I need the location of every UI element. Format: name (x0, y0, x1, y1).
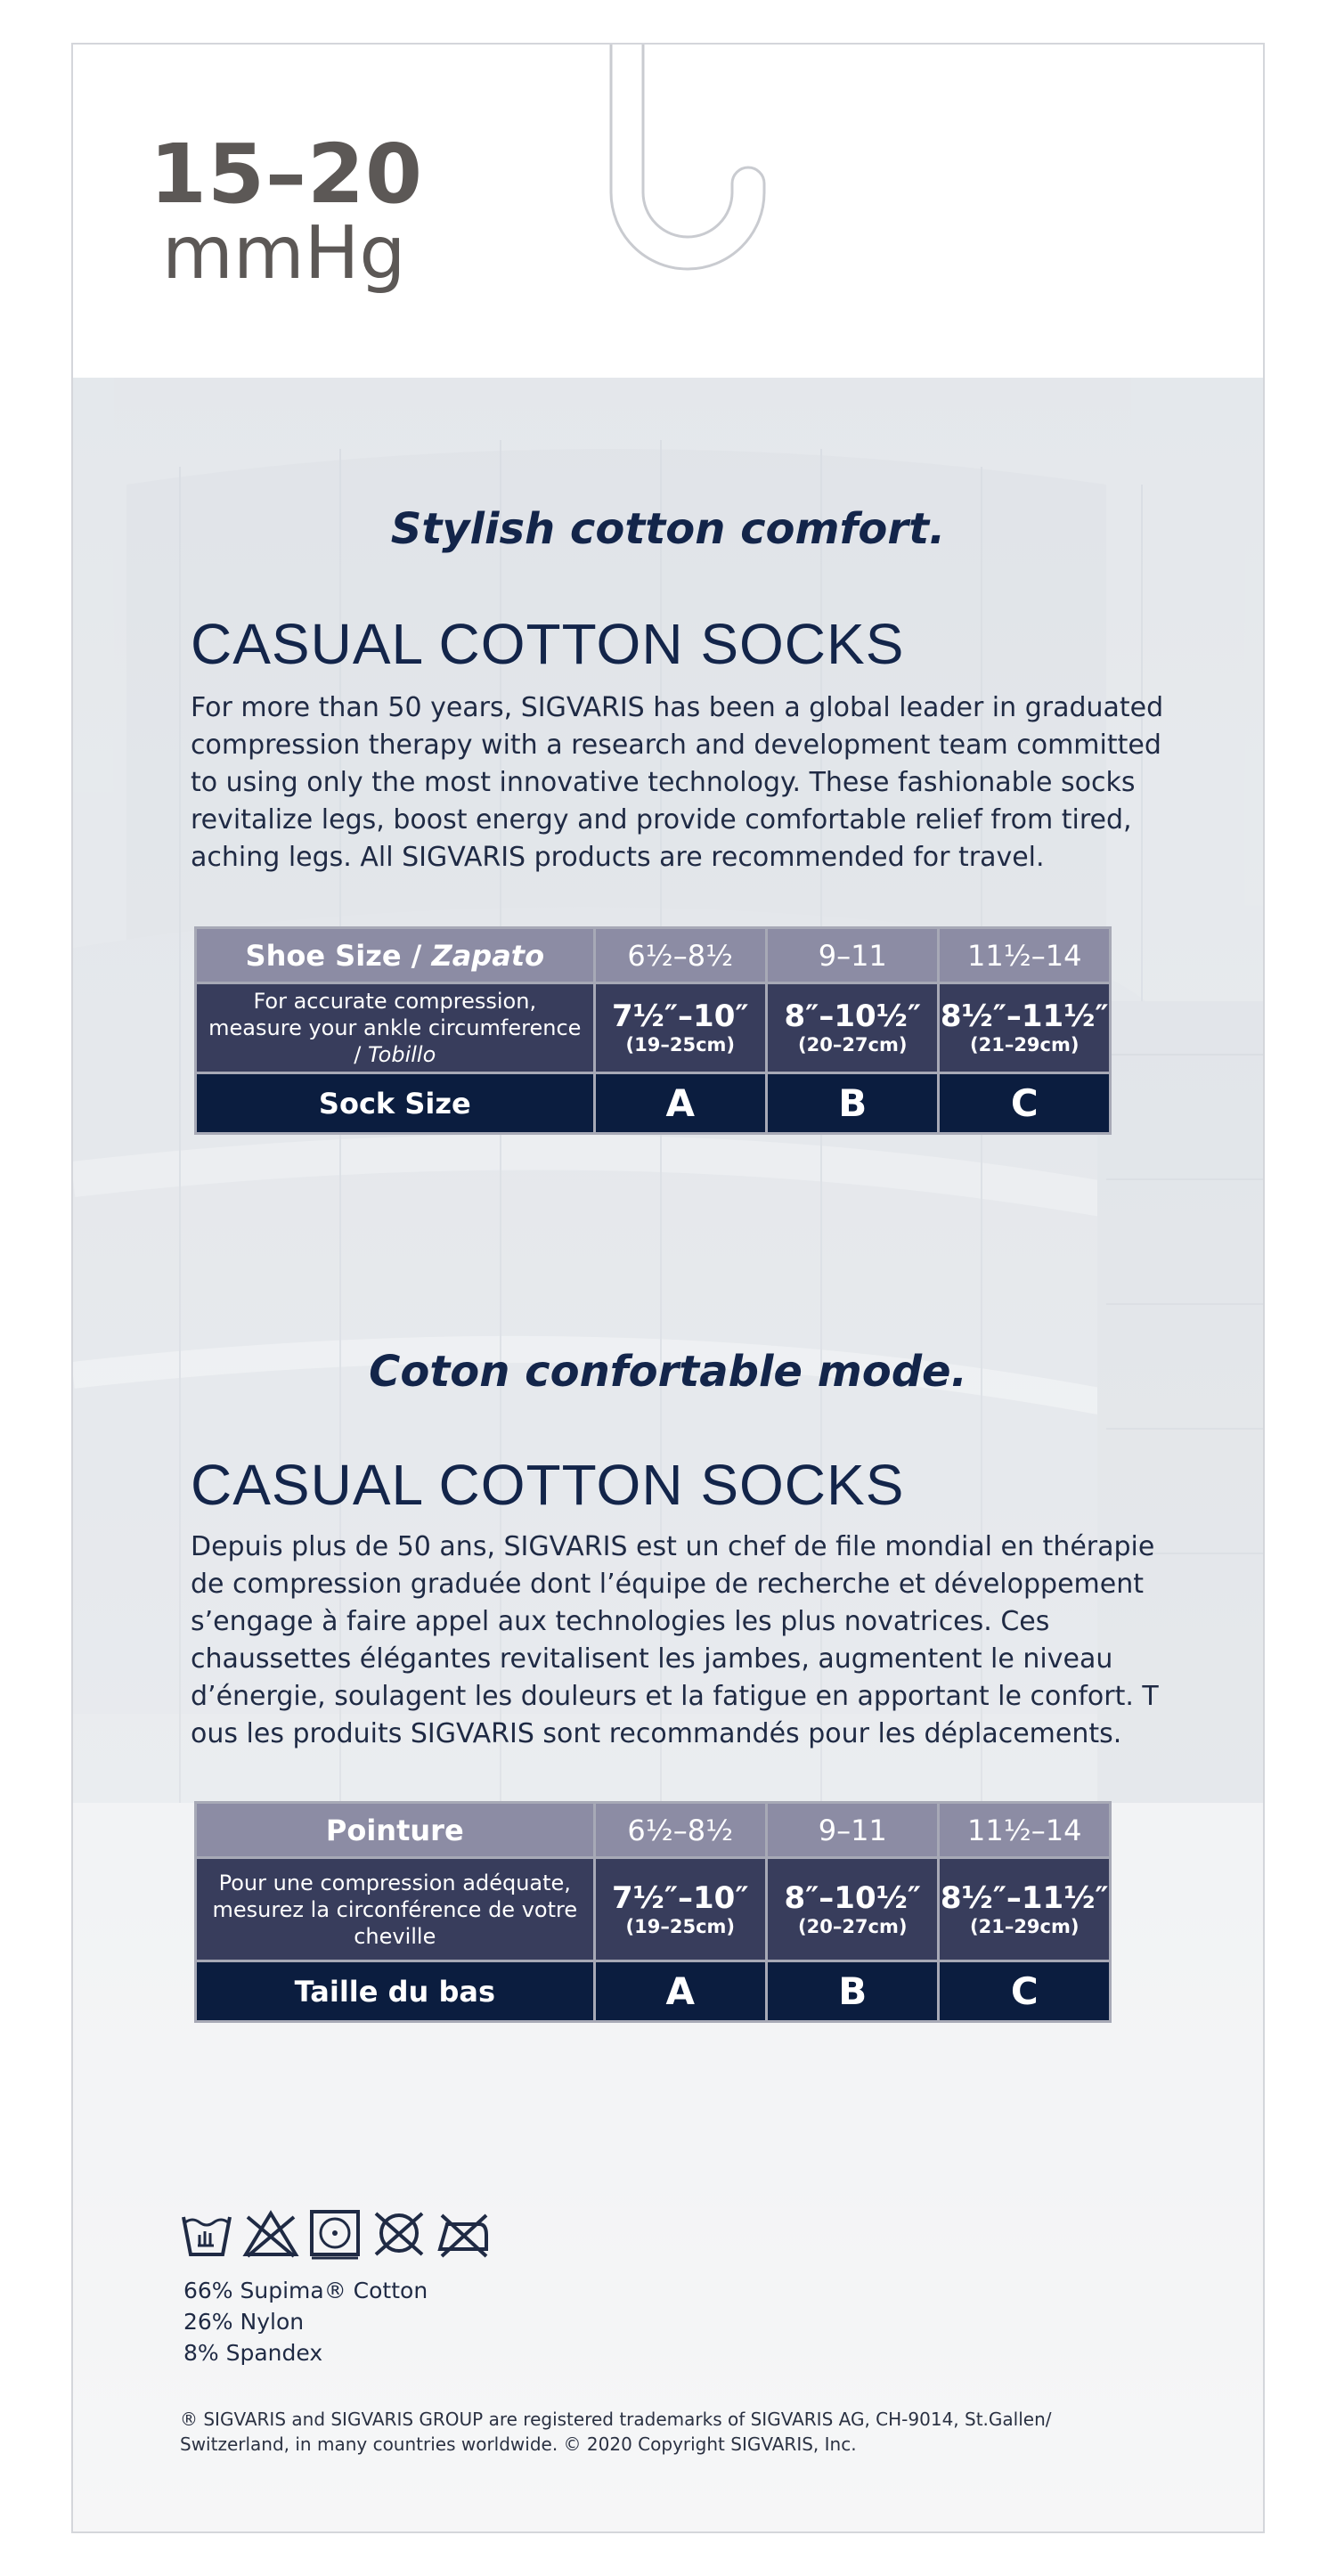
sock-size-cell: B (767, 1961, 939, 2022)
ankle-inches: 8½″–11½″ (940, 1879, 1109, 1916)
ankle-cm: (20–27cm) (798, 1915, 908, 1937)
shoe-size-row (196, 1803, 1111, 1858)
english-title: CASUAL COTTON SOCKS (191, 612, 905, 676)
ankle-inches: 8″–10½″ (784, 999, 922, 1034)
content (73, 45, 1263, 2531)
measure-note-text: For accurate compression, measure your ankle circumference / (208, 989, 582, 1067)
shoe-size-cell: 9–11 (767, 928, 939, 983)
ankle-cm: (20–27cm) (798, 1034, 908, 1056)
ankle-inches: 7½″–10″ (611, 1879, 749, 1916)
english-size-chart (194, 926, 1112, 1135)
french-tagline: Coton confortable mode. (369, 1347, 967, 1397)
shoe-size-label: Pointure (196, 1803, 595, 1858)
tumble-dry-low-icon (306, 2205, 363, 2262)
ankle-cm: (19–25cm) (625, 1034, 736, 1056)
package-card (71, 43, 1265, 2533)
composition-line: 26% Nylon (183, 2309, 305, 2335)
ankle-cm: (19–25cm) (625, 1915, 736, 1937)
shoe-size-label-text: Shoe Size / (245, 938, 432, 973)
ankle-cm: (21–29cm) (970, 1915, 1080, 1937)
composition-line: 8% Spandex (183, 2340, 323, 2366)
sock-size-row (196, 1961, 1111, 2022)
french-title: CASUAL COTTON SOCKS (191, 1453, 905, 1517)
composition-line: 66% Supima® Cotton (183, 2278, 428, 2303)
french-description: Depuis plus de 50 ans, SIGVARIS est un chef de file mondial en thérapie de compression graduée dont l’équipe de recherche et développement s’engage à faire appel aux technologies les plus novatrices. Ces chaussettes élégantes revitalisent les jambes, augmentent le niveau d’énergie, soulagent les douleurs et la fatigue en apportant le confort. T ous les produits SIGVARIS sont recommandés pour les déplacements. (191, 1531, 1159, 1749)
shoe-size-cell: 6½–8½ (594, 928, 766, 983)
measure-note-alt: Tobillo (367, 1042, 436, 1067)
ankle-row (196, 983, 1111, 1073)
sock-size-label: Taille du bas (196, 1961, 595, 2022)
measure-note (196, 983, 595, 1073)
no-dry-clean-icon (371, 2205, 428, 2262)
sock-size-label: Sock Size (196, 1073, 595, 1134)
shoe-size-cell: 11½–14 (939, 1803, 1111, 1858)
shoe-size-cell: 9–11 (767, 1803, 939, 1858)
sock-size-cell: C (939, 1073, 1111, 1134)
ankle-cell (767, 983, 939, 1073)
ankle-cell (939, 983, 1111, 1073)
ankle-cell (767, 1858, 939, 1961)
ankle-cell (939, 1858, 1111, 1961)
french-size-chart (194, 1801, 1112, 2023)
sock-size-cell: B (767, 1073, 939, 1134)
no-bleach-icon (242, 2205, 299, 2262)
sock-size-cell: C (939, 1961, 1111, 2022)
sock-size-row (196, 1073, 1111, 1134)
shoe-size-label-alt: Zapato (431, 938, 545, 973)
sock-size-cell: A (594, 1961, 766, 2022)
measure-note: Pour une compression adéquate, mesurez la circonférence de votre cheville (196, 1858, 595, 1961)
shoe-size-cell: 6½–8½ (594, 1803, 766, 1858)
ankle-inches: 7½″–10″ (612, 999, 749, 1034)
shoe-size-label (196, 928, 595, 983)
ankle-inches: 8½″–11½″ (940, 999, 1109, 1034)
ankle-cm: (21–29cm) (970, 1034, 1080, 1056)
pressure-range: 15–20 (150, 126, 424, 222)
no-iron-icon (435, 2205, 492, 2262)
shoe-size-cell: 11½–14 (939, 928, 1111, 983)
legal-notice: ® SIGVARIS and SIGVARIS GROUP are registered trademarks of SIGVARIS AG, CH-9014, St.Gallen/ Switzerland, in many countries worldwide. © 2020 Copyright SIGVARIS, Inc. (180, 2409, 1052, 2455)
hand-wash-icon (178, 2205, 235, 2262)
sock-size-cell: A (594, 1073, 766, 1134)
english-description: For more than 50 years, SIGVARIS has been a global leader in graduated compression therapy with a research and development team committed to using only the most innovative technology. These fashionable socks revitalize legs, boost energy and provide comfortable relief from tired, aching legs. All SIGVARIS products are recommended for travel. (191, 692, 1164, 873)
english-tagline: Stylish cotton comfort. (390, 504, 946, 554)
ankle-inches: 8″–10½″ (784, 1879, 922, 1916)
shoe-size-row (196, 928, 1111, 983)
ankle-cell (594, 983, 766, 1073)
pressure-unit: mmHg (162, 211, 406, 296)
fabric-composition (183, 2275, 428, 2368)
ankle-cell (594, 1858, 766, 1961)
care-instructions (178, 2205, 492, 2267)
ankle-row (196, 1858, 1111, 1961)
